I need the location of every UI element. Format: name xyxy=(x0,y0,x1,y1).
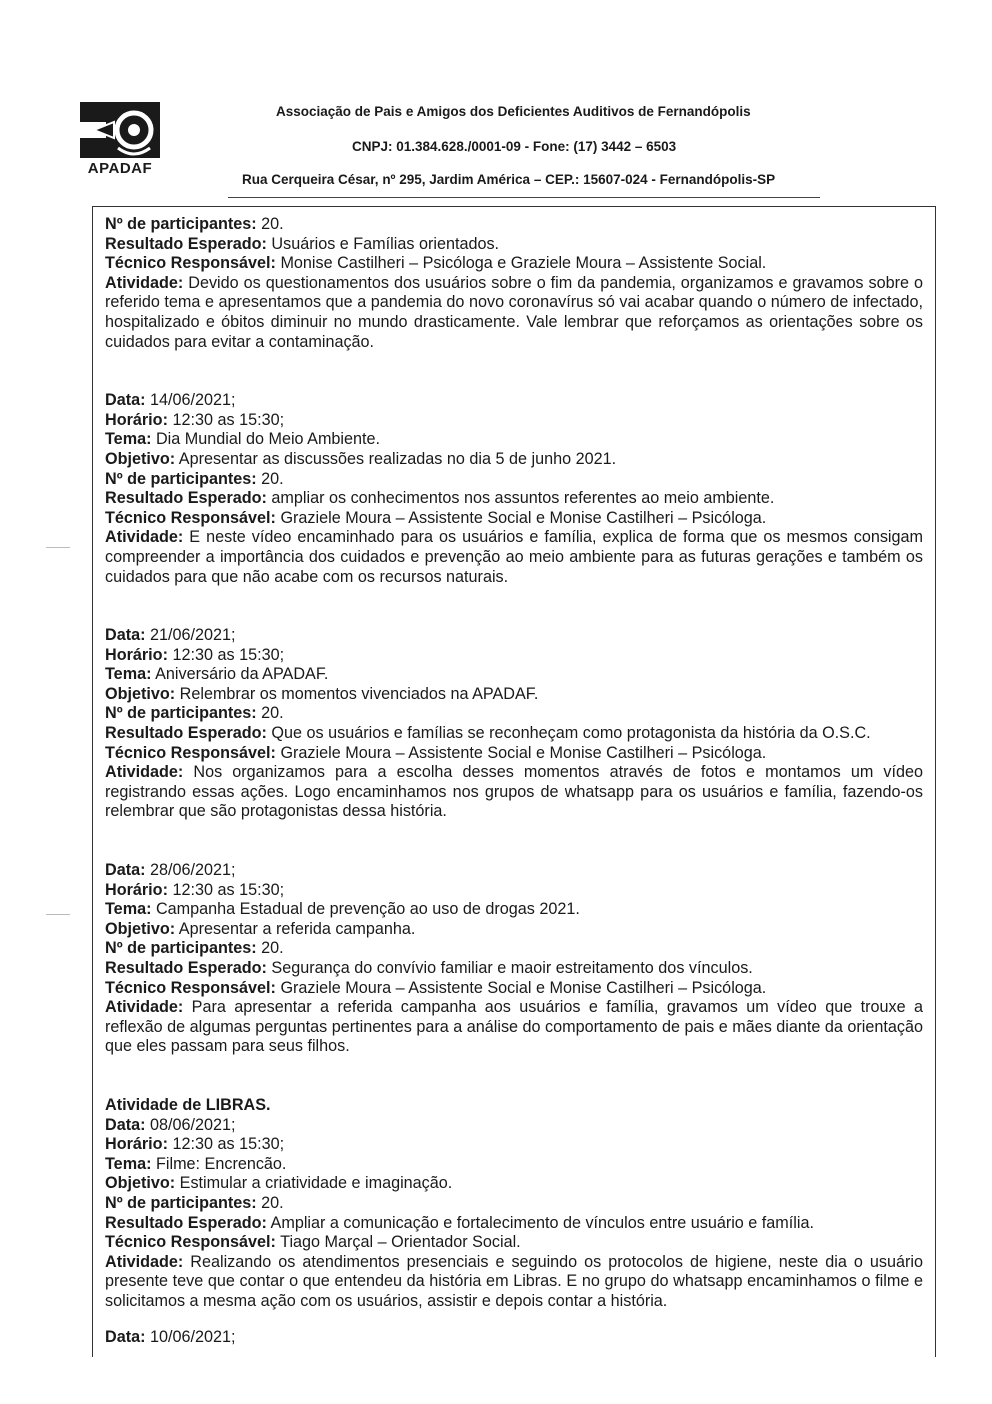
expected-result-label: Resultado Esperado: xyxy=(105,489,267,508)
expected-result-label: Resultado Esperado: xyxy=(105,959,267,977)
address: Rua Cerqueira César, nº 295, Jardim América – CEP.: 15607-024 - Fernandópolis-SP xyxy=(242,172,776,187)
time-label: Horário: xyxy=(105,880,168,899)
content-frame xyxy=(92,206,936,1357)
objective-label: Objetivo: xyxy=(105,684,176,703)
participants-value: 20. xyxy=(261,704,284,723)
objective-label: Objetivo: xyxy=(105,1174,176,1193)
date-value: 10/06/2021; xyxy=(149,1327,236,1346)
date-value: 28/06/2021; xyxy=(149,861,236,880)
section-heading: Atividade de LIBRAS. xyxy=(105,1095,271,1114)
technician-label: Técnico Responsável: xyxy=(105,743,276,762)
theme-value: Campanha Estadual de prevenção ao uso de drogas 2021. xyxy=(155,900,580,919)
participants-label: Nº de participantes: xyxy=(105,215,257,233)
technician-value: Graziele Moura – Assistente Social e Monise Castilheri – Psicóloga. xyxy=(280,743,767,762)
apadaf-logo xyxy=(74,98,166,180)
technician-label: Técnico Responsável: xyxy=(105,978,276,997)
objective-label: Objetivo: xyxy=(105,919,176,938)
participants-value: 20. xyxy=(261,1193,284,1212)
time-label: Horário: xyxy=(105,1135,168,1154)
participants-label: Nº de participantes: xyxy=(105,939,257,958)
activity-label: Atividade: xyxy=(105,273,184,292)
date-value: 08/06/2021; xyxy=(149,1115,236,1134)
cnpj-phone: CNPJ: 01.384.628./0001-09 - Fone: (17) 3442 – 6503 xyxy=(352,139,677,154)
objective-value: Apresentar a referida campanha. xyxy=(178,919,416,938)
header-divider xyxy=(228,197,820,198)
technician-label: Técnico Responsável: xyxy=(105,254,276,273)
date-label: Data: xyxy=(105,391,146,410)
date-label: Data: xyxy=(105,1115,146,1134)
activity-label: Atividade: xyxy=(105,763,184,782)
expected-result-value: Que os usuários e famílias se reconheçam como protagonista da história da O.S.C. xyxy=(271,724,871,743)
expected-result-label: Resultado Esperado: xyxy=(105,724,267,743)
activity-label: Atividade: xyxy=(105,528,184,547)
report-content xyxy=(105,215,923,1347)
activity-value: Realizando os atendimentos presenciais e seguindo os protocolos de higiene, neste dia o usuário presente teve que contar o que entendeu da história em Libras. E no grupo do whatsapp encaminhamos o filme e solicitamos a mesma ação com os usuários, assistir e depois contar a história. xyxy=(105,1252,924,1310)
expected-result-label: Resultado Esperado: xyxy=(105,234,267,253)
activity-label: Atividade: xyxy=(105,998,184,1017)
theme-label: Tema: xyxy=(105,665,152,684)
time-label: Horário: xyxy=(105,645,168,664)
objective-label: Objetivo: xyxy=(105,449,176,468)
time-value: 12:30 as 15:30; xyxy=(172,880,285,899)
ear-hand-logo-icon xyxy=(74,98,166,162)
time-value: 12:30 as 15:30; xyxy=(172,645,285,664)
expected-result-value: Segurança do convívio familiar e maoir estreitamento dos vínculos. xyxy=(271,959,753,977)
date-label: Data: xyxy=(105,626,146,645)
logo-text: APADAF xyxy=(87,160,153,177)
theme-label: Tema: xyxy=(105,430,152,449)
activity-entry xyxy=(105,1116,923,1312)
time-value: 12:30 as 15:30; xyxy=(172,1135,285,1154)
technician-value: Graziele Moura – Assistente Social e Monise Castilheri – Psicóloga. xyxy=(280,508,767,527)
technician-label: Técnico Responsável: xyxy=(105,1233,276,1252)
activity-value: E neste vídeo encaminhado para os usuários e família, explica de forma que os mesmos consigam compreender a importância dos cuidados e prevenção ao meio ambiente para as futuras gerações e também os cuidados para que não acabe com os recursos naturais. xyxy=(105,528,924,586)
theme-label: Tema: xyxy=(105,1154,152,1173)
activity-entry xyxy=(105,861,923,1057)
activity-label: Atividade: xyxy=(105,1252,184,1271)
expected-result-value: Usuários e Famílias orientados. xyxy=(271,234,500,253)
scan-mark xyxy=(46,547,70,548)
date-label: Data: xyxy=(105,1327,146,1346)
technician-value: Monise Castilheri – Psicóloga e Graziele Moura – Assistente Social. xyxy=(280,254,767,273)
expected-result-label: Resultado Esperado: xyxy=(105,1213,267,1232)
participants-label: Nº de participantes: xyxy=(105,1193,257,1212)
expected-result-value: ampliar os conhecimentos nos assuntos referentes ao meio ambiente. xyxy=(271,489,775,508)
date-value: 14/06/2021; xyxy=(149,391,236,410)
technician-value: Tiago Marçal – Orientador Social. xyxy=(280,1233,521,1252)
time-label: Horário: xyxy=(105,410,168,429)
organization-name: Associação de Pais e Amigos dos Deficientes Auditivos de Fernandópolis xyxy=(276,104,751,119)
theme-label: Tema: xyxy=(105,900,152,919)
expected-result-value: Ampliar a comunicação e fortalecimento de vínculos entre usuário e família. xyxy=(270,1213,814,1232)
activity-value: Para apresentar a referida campanha aos usuários e família, gravamos um vídeo que trouxe a reflexão de algumas perguntas pertinentes para a análise do comportamento de pais e mães diante da orientação que eles passam para seus filhos. xyxy=(105,998,923,1056)
date-value: 21/06/2021; xyxy=(149,626,236,645)
technician-value: Graziele Moura – Assistente Social e Monise Castilheri – Psicóloga. xyxy=(280,978,767,997)
activity-value: Devido os questionamentos dos usuários sobre o fim da pandemia, organizamos e gravamos sobre o referido tema e apresentamos que a pandemia do novo coronavírus só vai acabar quando o número de infectado, hospitalizado e óbitos diminuir no mundo drasticamente. Vale lembrar que reforçamos as orientações sobre os cuidados para evitar a contaminação. xyxy=(105,273,923,351)
activity-entry-cut xyxy=(105,1328,923,1348)
participants-value: 20. xyxy=(261,939,284,958)
time-value: 12:30 as 15:30; xyxy=(172,410,285,429)
theme-value: Aniversário da APADAF. xyxy=(155,665,329,684)
theme-value: Filme: Encrencão. xyxy=(155,1154,287,1173)
activity-value: Nos organizamos para a escolha desses momentos através de fotos e montamos um vídeo registrando essas ações. Logo encaminhamos nos grupos de whatsapp para os usuários e família, fazendo-os relembrar que são protagonistas dessa história. xyxy=(105,763,924,821)
objective-value: Apresentar as discussões realizadas no dia 5 de junho 2021. xyxy=(178,449,617,468)
objective-value: Estimular a criatividade e imaginação. xyxy=(179,1174,453,1193)
activity-entry xyxy=(105,626,923,822)
activity-entry xyxy=(105,391,923,587)
date-label: Data: xyxy=(105,861,146,880)
activity-entry xyxy=(105,215,923,352)
technician-label: Técnico Responsável: xyxy=(105,508,276,527)
scan-mark xyxy=(46,914,70,915)
participants-value: 20. xyxy=(261,469,284,488)
objective-value: Relembrar os momentos vivenciados na APADAF. xyxy=(179,684,539,703)
participants-value: 20. xyxy=(261,215,284,233)
participants-label: Nº de participantes: xyxy=(105,469,257,488)
participants-label: Nº de participantes: xyxy=(105,704,257,723)
theme-value: Dia Mundial do Meio Ambiente. xyxy=(155,430,381,449)
